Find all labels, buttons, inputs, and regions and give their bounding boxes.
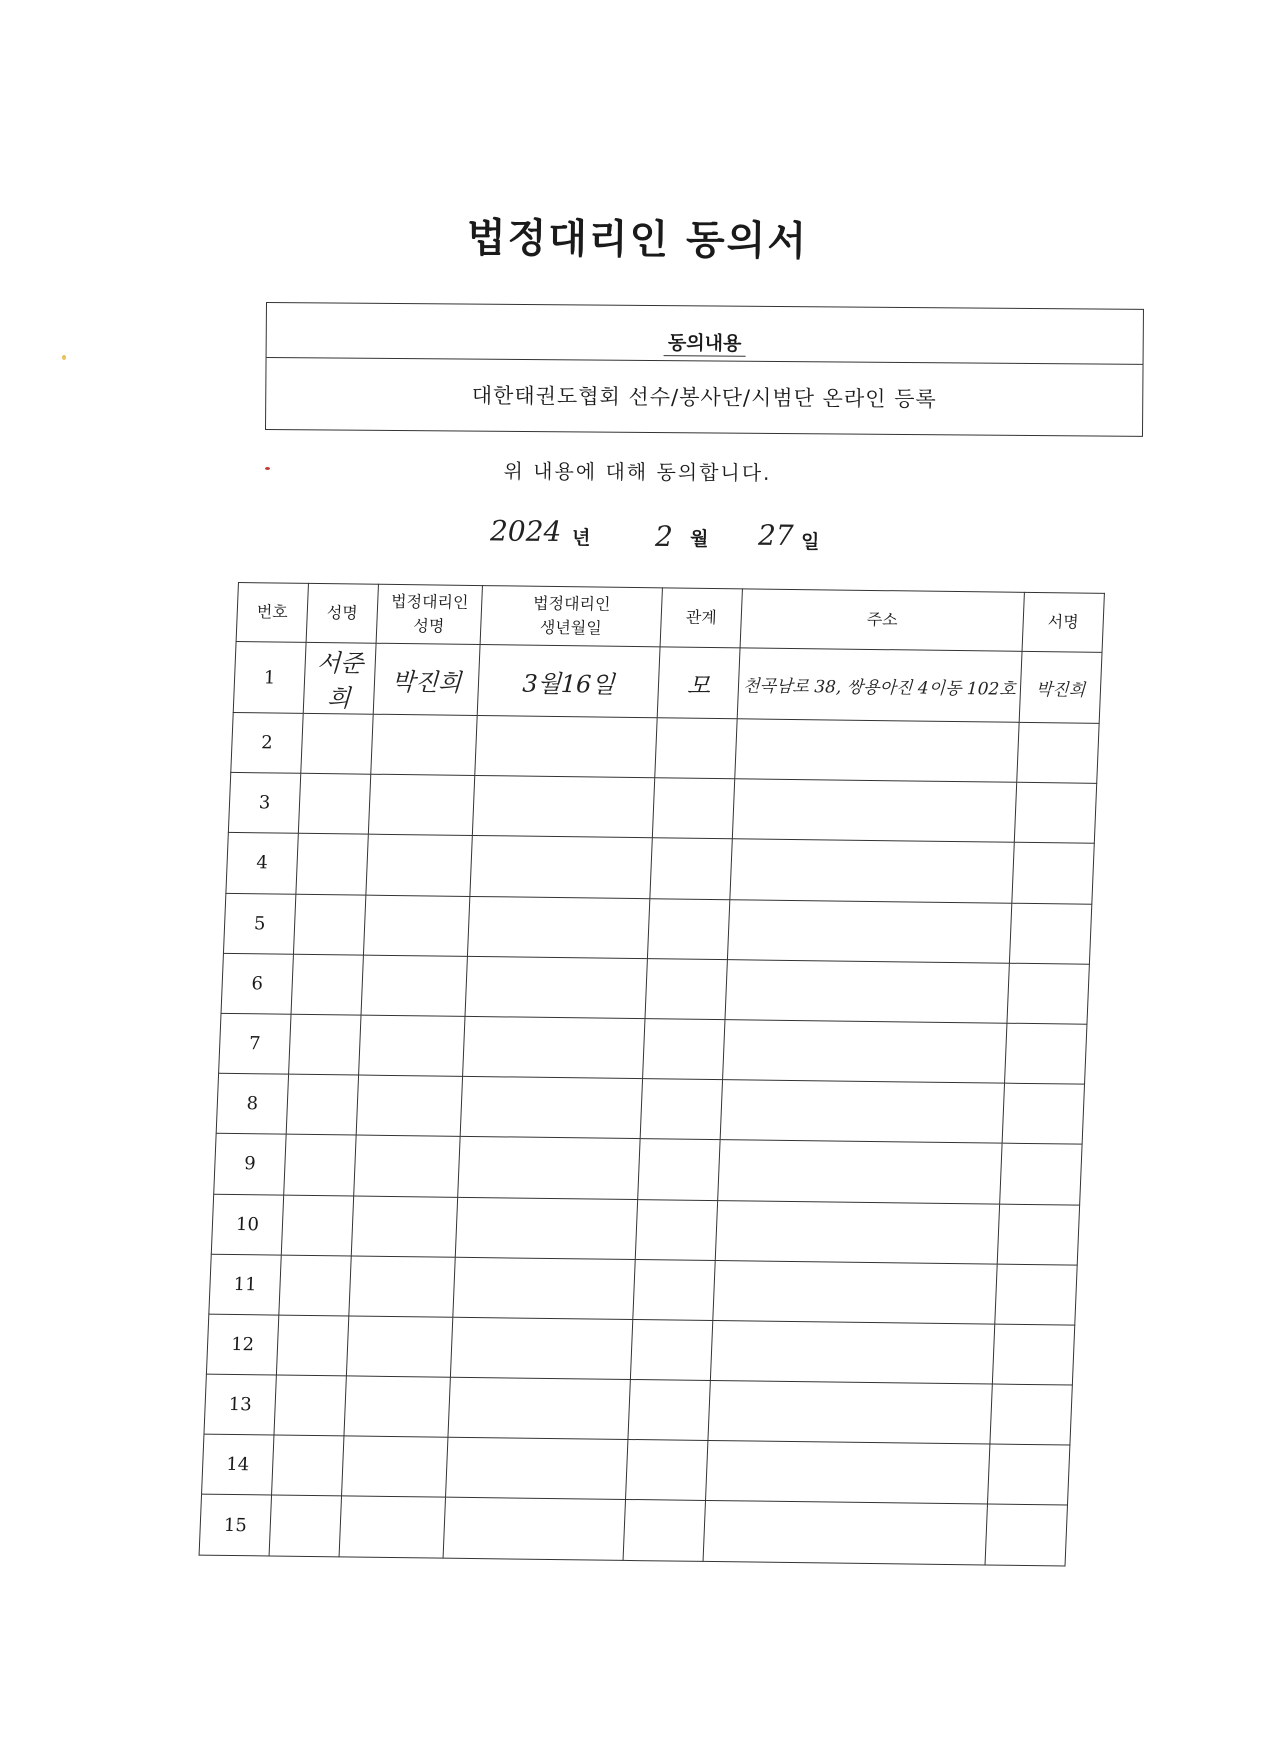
cell-no: 3	[228, 773, 300, 834]
cell-no: 7	[219, 1013, 291, 1074]
cell-signature: 박진희	[1019, 651, 1102, 723]
cell-name: 서준희	[303, 642, 376, 714]
cell-address	[703, 1501, 987, 1565]
cell-no: 5	[223, 893, 295, 954]
cell-address: 천곡남로 38, 쌍용아진 4이동 102호	[737, 648, 1022, 723]
cell-guardian-birth	[470, 836, 652, 898]
scan-speck-yellow	[62, 355, 66, 360]
cell-signature	[995, 1264, 1077, 1325]
header-guardian-birth-line1: 법정대리인	[532, 593, 611, 614]
date-line	[490, 514, 850, 567]
cell-name	[291, 954, 363, 1015]
cell-signature	[1009, 903, 1091, 964]
cell-guardian-name	[371, 714, 477, 775]
cell-relation	[628, 1380, 710, 1441]
cell-no: 2	[231, 712, 303, 773]
cell-name	[289, 1014, 361, 1075]
cell-address	[720, 1080, 1004, 1144]
cell-name	[284, 1134, 356, 1195]
cell-address	[725, 959, 1009, 1023]
header-guardian-birth	[480, 586, 662, 647]
table-row	[209, 1254, 1077, 1325]
cell-relation	[633, 1259, 715, 1320]
guardian-table-wrapper	[199, 582, 1104, 1566]
cell-guardian-name	[342, 1436, 448, 1497]
cell-no: 12	[206, 1314, 278, 1375]
header-guardian-name-line1: 법정대리인	[390, 591, 469, 612]
cell-address	[727, 899, 1011, 963]
cell-signature	[987, 1444, 1069, 1505]
cell-address	[708, 1381, 992, 1445]
cell-no: 6	[221, 953, 293, 1014]
cell-relation	[652, 778, 734, 839]
cell-guardian-name	[346, 1316, 452, 1377]
date-month-label: 월	[689, 528, 709, 551]
table-body	[199, 641, 1102, 1565]
table-row	[199, 1495, 1067, 1566]
table-row	[228, 773, 1096, 844]
cell-relation: 모	[657, 647, 740, 719]
cell-relation	[650, 838, 732, 899]
table-row	[221, 953, 1089, 1024]
table-row	[204, 1374, 1072, 1445]
cell-guardian-birth	[446, 1437, 628, 1499]
cell-guardian-birth	[467, 896, 649, 958]
table-row	[219, 1013, 1087, 1084]
cell-guardian-name	[363, 895, 469, 956]
consent-header	[267, 303, 1143, 365]
cell-relation	[655, 718, 737, 779]
header-relation: 관계	[660, 588, 742, 648]
table-row	[206, 1314, 1074, 1385]
table-row	[202, 1434, 1070, 1505]
cell-guardian-birth	[460, 1076, 642, 1138]
cell-signature	[1014, 782, 1096, 843]
cell-guardian-name	[339, 1496, 445, 1557]
cell-no: 8	[216, 1073, 288, 1134]
header-guardian-name-line2: 성명	[412, 616, 445, 636]
cell-signature	[985, 1504, 1067, 1565]
cell-no: 10	[211, 1194, 283, 1255]
table-row	[223, 893, 1091, 964]
cell-name	[293, 894, 365, 955]
cell-guardian-name: 박진희	[373, 643, 480, 715]
cell-guardian-name	[366, 835, 472, 896]
cell-relation	[643, 1019, 725, 1080]
cell-guardian-birth	[465, 956, 647, 1018]
cell-guardian-name	[354, 1135, 460, 1196]
cell-no: 1	[233, 641, 306, 713]
cell-guardian-birth	[443, 1498, 625, 1560]
cell-relation	[645, 958, 727, 1019]
table-row	[231, 712, 1099, 783]
date-month-value: 2	[654, 519, 674, 554]
cell-no: 15	[199, 1495, 271, 1556]
cell-name	[269, 1495, 341, 1556]
cell-name	[279, 1255, 351, 1316]
cell-guardian-name	[351, 1196, 457, 1257]
date-year-value: 2024	[489, 514, 562, 549]
header-signature: 서명	[1022, 592, 1104, 652]
cell-signature	[992, 1324, 1074, 1385]
cell-guardian-birth	[475, 716, 657, 778]
cell-address	[713, 1260, 997, 1324]
cell-guardian-name	[344, 1376, 450, 1437]
cell-address	[735, 719, 1019, 783]
cell-address	[723, 1020, 1007, 1084]
cell-name	[301, 713, 373, 774]
cell-address	[730, 839, 1014, 903]
cell-guardian-birth: 3월16일	[477, 645, 660, 718]
cell-no: 9	[214, 1134, 286, 1195]
cell-relation	[630, 1319, 712, 1380]
cell-address	[732, 779, 1016, 843]
document-title: 법정대리인 동의서	[466, 215, 809, 265]
cell-signature	[1017, 722, 1099, 783]
cell-name	[276, 1315, 348, 1376]
cell-guardian-birth	[458, 1137, 640, 1199]
cell-signature	[1000, 1143, 1082, 1204]
cell-guardian-birth	[450, 1317, 632, 1379]
cell-name	[281, 1195, 353, 1256]
cell-name	[296, 834, 368, 895]
cell-name	[298, 773, 370, 834]
cell-address	[715, 1200, 999, 1264]
cell-address	[705, 1441, 989, 1505]
table-row	[214, 1134, 1082, 1205]
consent-text: 대한태권도협회 선수/봉사단/시범단 온라인 등록	[471, 383, 937, 411]
cell-guardian-birth	[453, 1257, 635, 1319]
cell-no: 4	[226, 833, 298, 894]
cell-guardian-name	[368, 774, 474, 835]
cell-name	[286, 1074, 358, 1135]
guardian-table	[199, 582, 1105, 1566]
cell-guardian-birth	[455, 1197, 637, 1259]
cell-signature	[1002, 1083, 1084, 1144]
cell-relation	[625, 1440, 707, 1501]
date-year-label: 년	[571, 527, 591, 550]
agree-statement: 위 내용에 대해 동의합니다.	[503, 459, 772, 485]
cell-address	[710, 1320, 994, 1384]
cell-no: 13	[204, 1374, 276, 1435]
cell-guardian-name	[361, 955, 467, 1016]
cell-relation	[635, 1199, 717, 1260]
cell-relation	[647, 898, 729, 959]
cell-guardian-birth	[463, 1016, 645, 1078]
date-day-value: 27	[757, 518, 794, 553]
table-row	[216, 1073, 1084, 1144]
header-address: 주소	[740, 589, 1024, 652]
header-no: 번호	[236, 583, 308, 643]
cell-guardian-name	[356, 1075, 462, 1136]
cell-signature	[1005, 1023, 1087, 1084]
consent-header-label: 동의내용	[664, 328, 746, 357]
cell-no: 14	[202, 1434, 274, 1495]
cell-relation	[623, 1500, 705, 1561]
table-row	[233, 641, 1102, 723]
cell-signature	[1012, 843, 1094, 904]
header-guardian-name	[376, 584, 482, 644]
cell-guardian-name	[359, 1015, 465, 1076]
table-row	[226, 833, 1094, 904]
cell-relation	[640, 1079, 722, 1140]
table-header-row	[236, 583, 1104, 653]
table-row	[211, 1194, 1079, 1265]
cell-no: 11	[209, 1254, 281, 1315]
cell-relation	[638, 1139, 720, 1200]
cell-signature	[990, 1384, 1072, 1445]
consent-box	[265, 302, 1144, 437]
header-name: 성명	[306, 583, 378, 643]
cell-signature	[1007, 963, 1089, 1024]
cell-guardian-birth	[472, 776, 654, 838]
cell-signature	[997, 1204, 1079, 1265]
cell-guardian-birth	[448, 1377, 630, 1439]
cell-guardian-name	[349, 1256, 455, 1317]
header-guardian-birth-line2: 생년월일	[539, 617, 603, 638]
cell-name	[272, 1435, 344, 1496]
date-day-label: 일	[800, 531, 820, 554]
cell-address	[718, 1140, 1002, 1204]
cell-name	[274, 1375, 346, 1436]
